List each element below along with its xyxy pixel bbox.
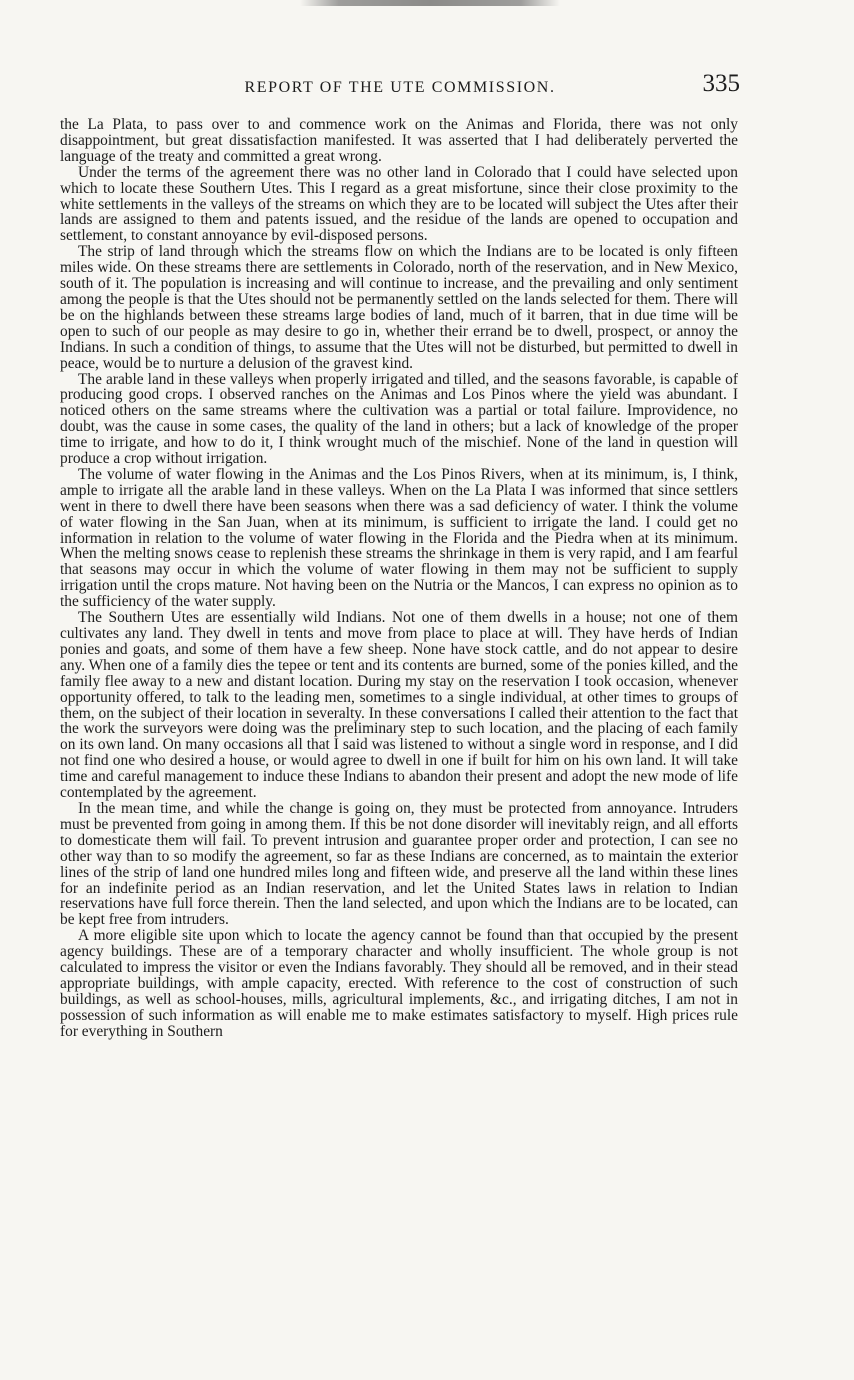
paragraph: the La Plata, to pass over to and commence work on the Animas and Florida, there was not only disappointment, but great dissatisfaction manifested. It was asserted that I had deliberately perverted the language of the treaty and committed a great wrong.	[60, 116, 738, 165]
paragraph: The Southern Utes are essentially wild Indians. Not one of them dwells in a house; not one of them cultivates any land. They dwell in tents and move from place to place at will. They have herds of Indian ponies and goats, and some of them have a few sheep. None have stock cattle, and do not appear to desire any. When one of a family dies the tepee or tent and its contents are burned, some of the ponies killed, and the family flee away to a new and distant location. During my stay on the reservation I took occasion, whenever opportunity offered, to talk to the leading men, sometimes to a single individual, at other times to groups of them, on the subject of their location in severalty. In these conversations I called their attention to the fact that the work the surveyors were doing was the preliminary step to such location, and the placing of each family on its own land. On many occasions all that I said was listened to without a single word in response, and I did not find one who desired a house, or would agree to dwell in one if built for him on his own land. It will take time and careful management to induce these Indians to abandon their present and adopt the new mode of life contemplated by the agreement.	[60, 609, 738, 802]
paragraph: The volume of water flowing in the Animas and the Los Pinos Rivers, when at its minimum, is, I think, ample to irrigate all the arable land in these valleys. When on the La Plata I was informed that since settlers went in there to dwell there have been seasons when there was a sad deficiency of water. I think the volume of water flowing in the San Juan, when at its minimum, is sufficient to irrigate the land. I could get no information in relation to the volume of water flowing in the Florida and the Piedra when at its minimum. When the melting snows cease to replenish these streams the shrinkage in them is very rapid, and I am fearful that seasons may occur in which the volume of water flowing in them may not be sufficient to supply irrigation until the crops mature. Not having been on the Nutria or the Mancos, I can express no opinion as to the sufficiency of the water supply.	[60, 465, 738, 611]
scan-edge-mark	[300, 0, 560, 6]
paragraph: In the mean time, and while the change is going on, they must be protected from annoyance. Intruders must be prevented from going in among them. If this be not done disorder will inevitably reign, and all efforts to domesticate them will fail. To prevent intrusion and guarantee proper order and protection, I can see no other way than to so modify the agreement, so far as these Indians are concerned, as to maintain the exterior lines of the strip of land one hundred miles long and fifteen wide, and preserve all the land within these lines for an indefinite period as an Indian reservation, and let the United States laws in relation to Indian reservations have full force therein. Then the land selected, and upon which the Indians are to be located, can be kept free from intruders.	[60, 799, 738, 929]
paragraph: The arable land in these valleys when properly irrigated and tilled, and the seasons favorable, is capable of producing good crops. I observed ranches on the Animas and Los Pinos where the yield was abundant. I noticed others on the same streams where the cultivation was a partial or total failure. Improvidence, no doubt, was the cause in some cases, the quality of the land in others; but a lack of knowledge of the proper time to irrigate, and how to do it, I think wrought much of the mischief. None of the land in question will produce a crop without irrigation.	[60, 370, 738, 468]
paragraph: The strip of land through which the streams flow on which the Indians are to be located is only fifteen miles wide. On these streams there are settlements in Colorado, north of the reservation, and in New Mexico, south of it. The population is increasing and will continue to increase, and the prevailing and only sentiment among the people is that the Utes should not be permanently settled on the lands selected for them. There will be on the highlands between these streams large bodies of land, much of it barren, that in due time will be open to such of our people as may desire to go in, whether their errand be to dwell, prospect, or annoy the Indians. In such a condition of things, to assume that the Utes will not be disturbed, but permitted to dwell in peace, would be to nurture a delusion of the gravest kind.	[60, 243, 738, 372]
body-text	[60, 117, 738, 1040]
paragraph: A more eligible site upon which to locate the agency cannot be found than that occupied by the present agency buildings. These are of a temporary character and wholly insufficient. The whole group is not calculated to impress the visitor or even the Indians favorably. They should all be removed, and in their stead appropriate buildings, with ample capacity, erected. With reference to the cost of construction of such buildings, as well as school-houses, mills, agricultural implements, &c., and irrigating ditches, I am not in possession of such information as will enable me to make estimates satisfactory to myself. High prices rule for everything in Southern	[60, 927, 738, 1040]
page-number: 335	[702, 70, 740, 97]
running-title: REPORT OF THE UTE COMMISSION.	[244, 79, 556, 96]
paragraph: Under the terms of the agreement there was no other land in Colorado that I could have selected upon which to locate these Southern Utes. This I regard as a great misfortune, since their close proximity to the white settlements in the valleys of the streams on which they are to be located will subject the Utes after their lands are assigned to them and patents issued, and the residue of the lands are opened to occupation and settlement, to constant annoyance by evil-disposed persons.	[60, 163, 738, 245]
running-head	[60, 70, 740, 100]
